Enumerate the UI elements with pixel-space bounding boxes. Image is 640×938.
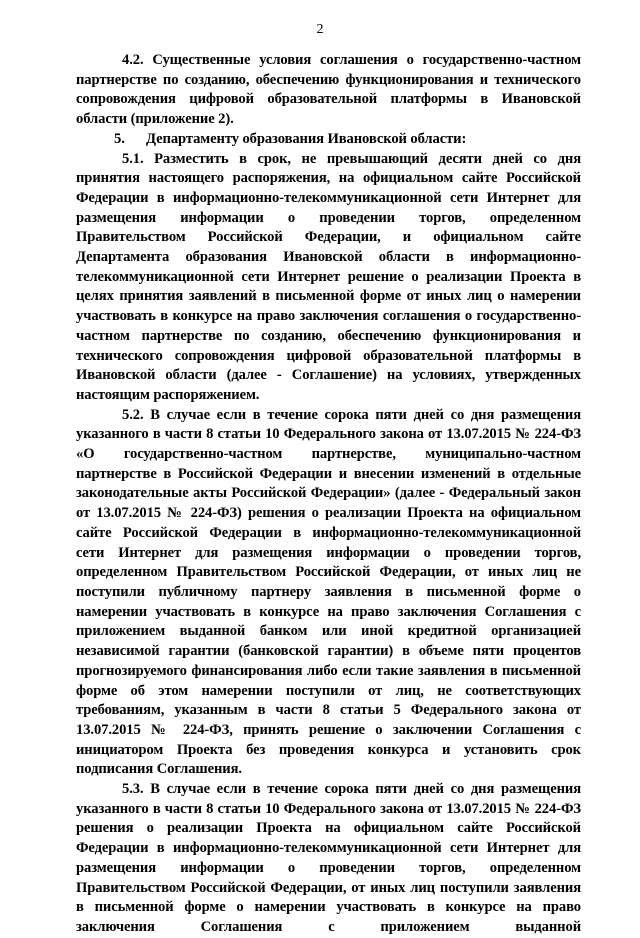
paragraph-5-2: 5.2. В случае если в течение сорока пяти дней со дня размещения указанного в части 8 статьи 10 Федерального закона от 13.07.2015 № 224-ФЗ «О государственно-частном партнерстве, муниципально-частном партнерстве в Российской Федерации и внесении изменений в отдельные законодательные акты Российской Федерации» (далее - Федеральный закон от 13.07.2015 № 224-ФЗ) решения о реализации Проекта на официальном сайте Российской Федерации в информационно-телекоммуникационной сети Интернет для размещения информации о проведении торгов, определенном Правительством Российской Федерации, от иных лиц не поступили публичному партнеру заявления в письменной форме о намерении участвовать в конкурсе на право заключения Соглашения с приложением выданной банком или иной кредитной организацией независимой гарантии (банковской гарантии) в объеме пяти процентов прогнозируемого финансирования либо если такие заявления в письменной форме об этом намерении поступили от лиц, не соответствующих требованиям, указанным в части 8 статьи 5 Федерального закона от 13.07.2015 № 224-ФЗ, принять решение о заключении Соглашения с инициатором Проекта без проведения конкурса и установить срок подписания Соглашения. [76, 406, 581, 778]
paragraph-4-2: 4.2. Существенные условия соглашения о государственно-частном партнерстве по созданию, обеспечению функционирования и технического сопровождения цифровой образовательной платформы в Ивановской области (приложение 2). [76, 52, 581, 128]
document-body [76, 51, 581, 938]
paragraph-5-1: 5.1. Разместить в срок, не превышающий десяти дней со дня принятия настоящего распоряжения, на официальном сайте Российской Федерации в информационно-телекоммуникационной сети Интернет для размещения информации о проведении торгов, определенном Правительством Российской Федерации, и официальном сайте Департамента образования Ивановской области в информационно-телекоммуникационной сети Интернет решение о реализации Проекта в целях принятия заявлений в письменной форме от иных лиц о намерении участвовать в конкурсе на право заключения соглашения о государственно-частном партнерстве по созданию, обеспечению функционирования и технического сопровождения цифровой образовательной платформы в Ивановской области (далее - Соглашение) на условиях, утвержденных настоящим распоряжением. [76, 150, 581, 403]
paragraph-5-3: 5.3. В случае если в течение сорока пяти дней со дня размещения указанного в части 8 статьи 10 Федерального закона от 13.07.2015 № 224-ФЗ решения о реализации Проекта на официальном сайте Российской Федерации в информационно-телекоммуникационной сети Интернет для размещения информации о проведении торгов, определенном Правительством Российской Федерации, от иных лиц поступили заявления в письменной форме о намерении участвовать в конкурсе на право заключения Соглашения с приложением выданной [76, 781, 581, 935]
paragraph-5-heading: 5. Департаменту образования Ивановской области: [114, 130, 467, 147]
page-number: 2 [316, 22, 324, 37]
